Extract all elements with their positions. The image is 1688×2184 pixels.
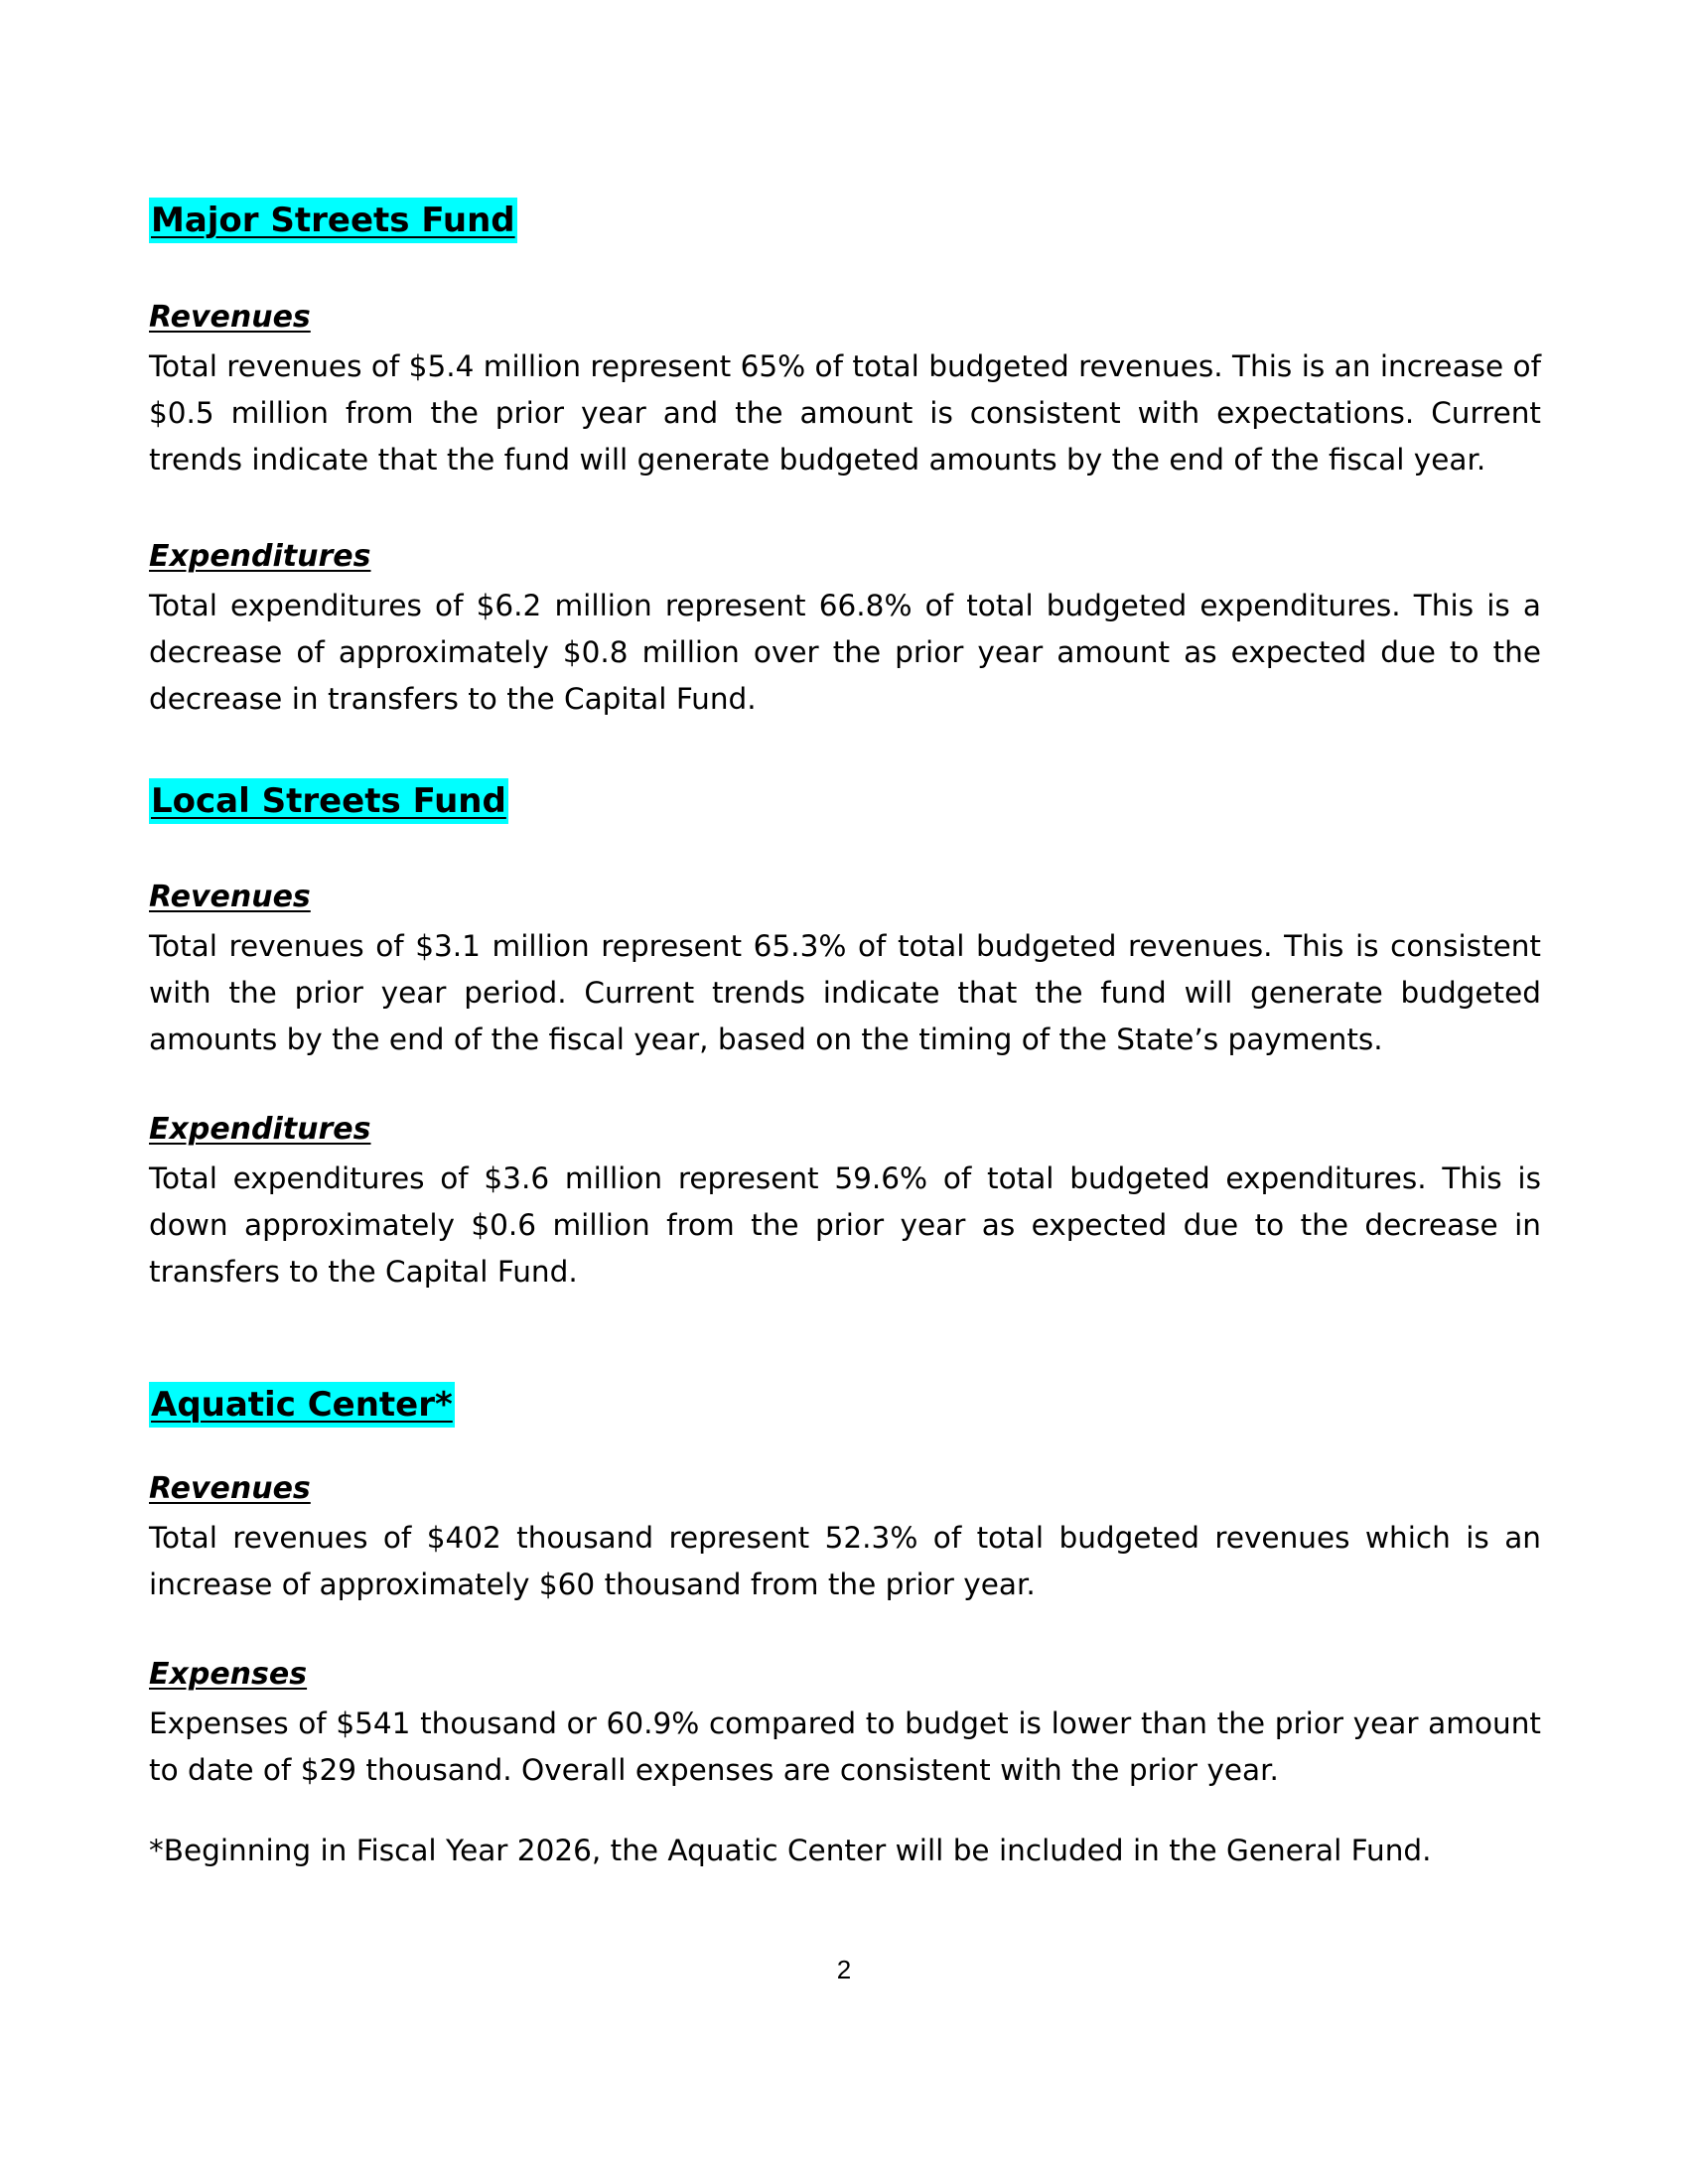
local-streets-expenditures-heading: Expenditures (149, 1112, 371, 1147)
aquatic-center-footnote: *Beginning in Fiscal Year 2026, the Aquatic Center will be included in the General Fund. (149, 1834, 1432, 1867)
local-streets-revenues-heading: Revenues (149, 880, 311, 914)
major-streets-revenues-text: Total revenues of $5.4 million represent 65% of total budgeted revenues. This is an increase of $0.5 million from the prior year and the amount is consistent with expectations. Current trends indicate that the fund will generate budgeted amounts by the end of the fiscal year. (149, 349, 1541, 477)
aquatic-center-revenues-heading: Revenues (149, 1471, 311, 1506)
major-streets-revenues-heading: Revenues (149, 300, 311, 335)
aquatic-center-expenses-heading: Expenses (149, 1657, 308, 1692)
page-number: 2 (836, 1955, 852, 1984)
aquatic-center-revenues-text: Total revenues of $402 thousand represent 52.3% of total budgeted revenues which is an increase of approximately $60 thousand from the prior year. (149, 1521, 1541, 1601)
major-streets-expenditures-text: Total expenditures of $6.2 million represent 66.8% of total budgeted expenditures. This is a decrease of approximately $0.8 million over the prior year amount as expected due to the decrease in transfers to the Capital Fund. (149, 589, 1541, 716)
section-title-aquatic-center: Aquatic Center* (149, 1382, 455, 1428)
section-title-major-streets-fund: Major Streets Fund (149, 198, 517, 243)
local-streets-revenues-text: Total revenues of $3.1 million represent 65.3% of total budgeted revenues. This is consistent with the prior year period. Current trends indicate that the fund will generate budgeted amounts by the end of the fiscal year, based on the timing of the State’s payments. (149, 929, 1541, 1056)
major-streets-expenditures-heading: Expenditures (149, 539, 371, 574)
section-title-local-streets-fund: Local Streets Fund (149, 778, 508, 824)
aquatic-center-expenses-text: Expenses of $541 thousand or 60.9% compared to budget is lower than the prior year amount to date of $29 thousand. Overall expenses are consistent with the prior year. (149, 1706, 1541, 1787)
local-streets-expenditures-text: Total expenditures of $3.6 million represent 59.6% of total budgeted expenditures. This is down approximately $0.6 million from the prior year as expected due to the decrease in transfers to the Capital Fund. (149, 1161, 1541, 1289)
